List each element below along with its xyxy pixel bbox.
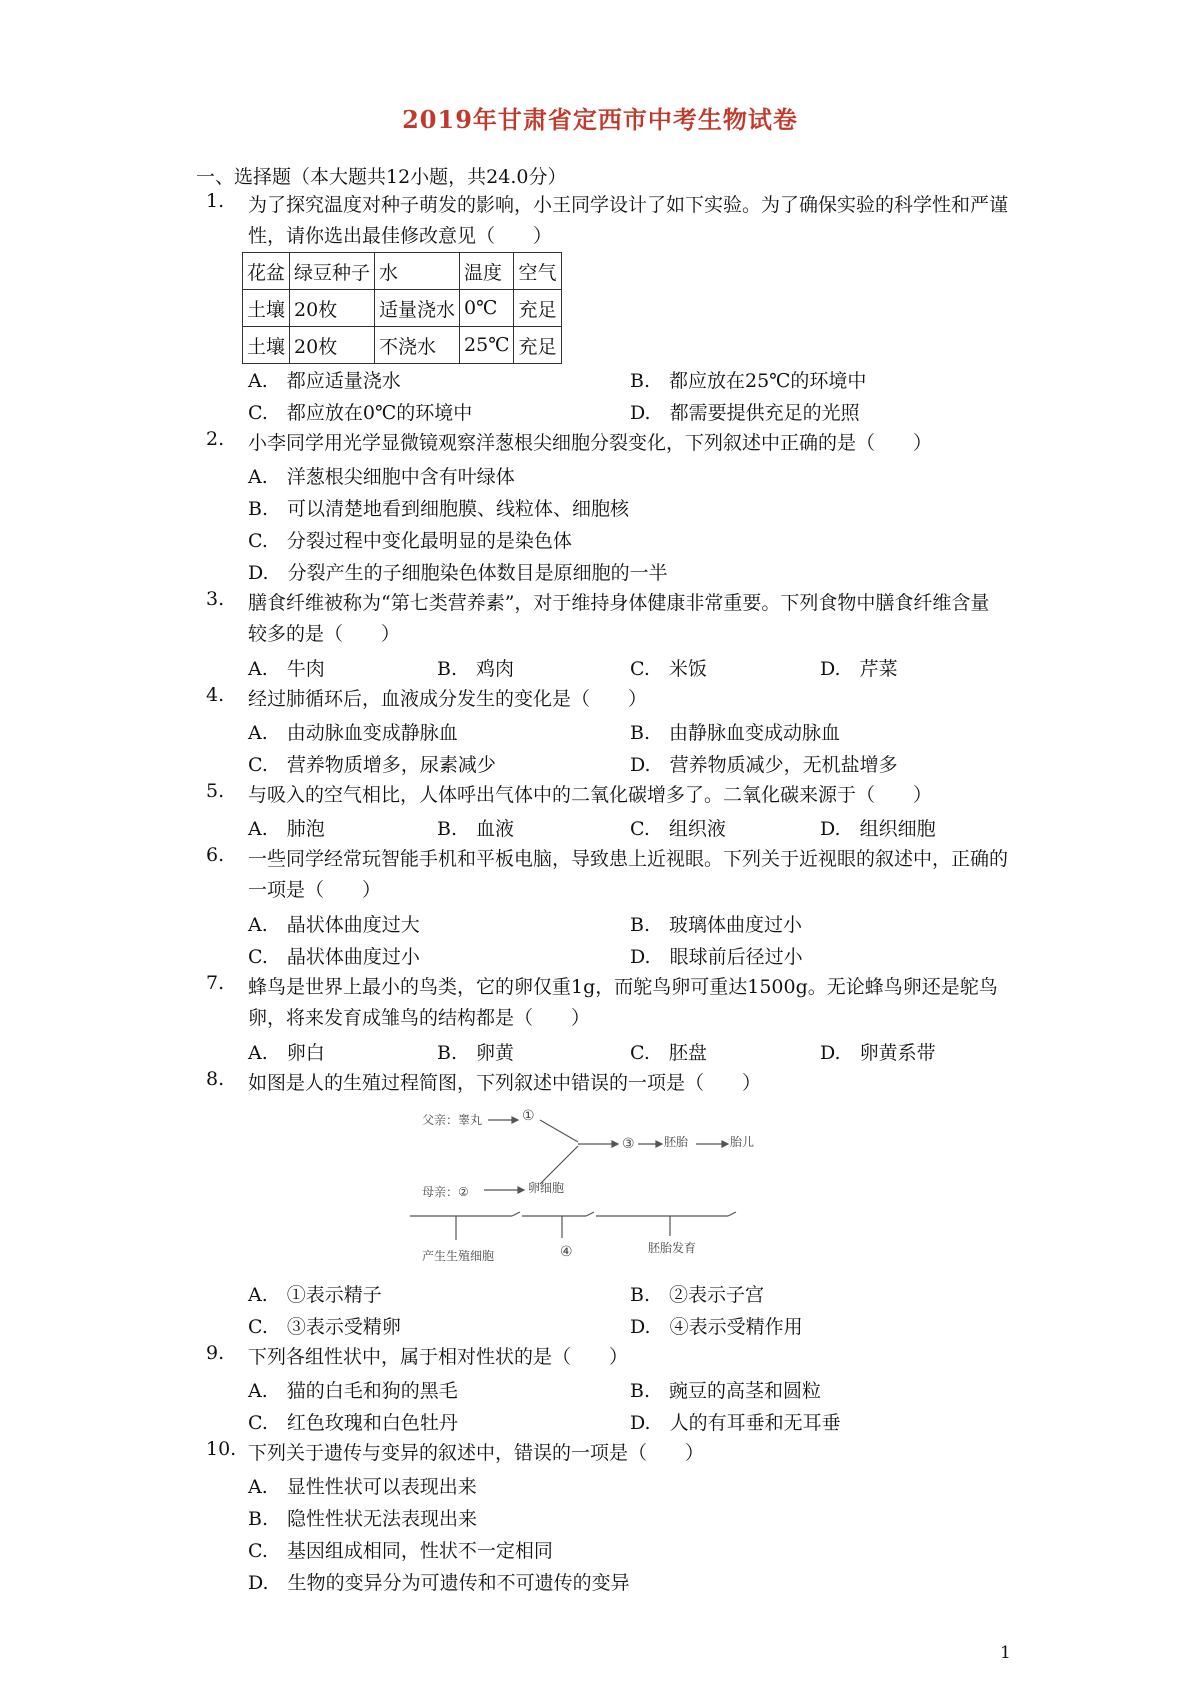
exam-title: 2019年甘肃省定西市中考生物试卷: [402, 105, 798, 134]
option-c: C. 营养物质增多，尿素减少: [248, 754, 496, 776]
option-b: B. 鸡肉: [437, 658, 515, 680]
reproduction-diagram: [400, 1092, 780, 1272]
question-number: 4.: [206, 684, 225, 706]
table-header: 空气: [514, 253, 561, 290]
question-number: 2.: [206, 428, 225, 450]
option-a: A. 卵白: [248, 1042, 325, 1064]
diagram-node-4: ④: [560, 1244, 573, 1260]
option-a: A. 都应适量浇水: [248, 370, 401, 392]
option-b: B. 隐性性状无法表现出来: [248, 1508, 478, 1530]
diagram-stage-1: 产生生殖细胞: [422, 1249, 495, 1263]
option-d: D. ④表示受精作用: [630, 1316, 803, 1338]
question-number: 9.: [206, 1342, 225, 1364]
option-b: B. 由静脉血变成动脉血: [630, 722, 841, 744]
table-cell: 充足: [514, 327, 561, 364]
option-c: C. 晶状体曲度过小: [248, 946, 420, 968]
diagram-mother-label: 母亲：②: [422, 1185, 469, 1199]
option-c: C. 分裂过程中变化最明显的是染色体: [248, 530, 572, 552]
option-c: C. 基因组成相同，性状不一定相同: [248, 1540, 553, 1562]
option-d: D. 组织细胞: [820, 818, 936, 840]
option-c: C. 米饭: [630, 658, 707, 680]
option-c: C. 胚盘: [630, 1042, 707, 1064]
table-cell: 土壤: [243, 327, 290, 364]
option-d: D. 都需要提供充足的光照: [630, 402, 860, 424]
option-d: D. 分裂产生的子细胞染色体数目是原细胞的一半: [248, 562, 668, 584]
table-header-row: [243, 253, 562, 290]
option-b: B. ②表示子宫: [630, 1284, 765, 1306]
question-text: 经过肺循环后，血液成分发生的变化是（ ）: [248, 688, 648, 710]
table-cell: 不浇水: [375, 327, 460, 364]
option-c: C. ③表示受精卵: [248, 1316, 401, 1338]
question-text: 下列各组性状中，属于相对性状的是（ ）: [248, 1346, 629, 1368]
question-text: 膳食纤维被称为“第七类营养素”，对于维持身体健康非常重要。下列食物中膳食纤维含量较多的是（ ）: [248, 592, 990, 645]
question-number: 5.: [206, 780, 225, 802]
diagram-fetus-label: 胎儿: [730, 1135, 755, 1149]
question-text: 为了探究温度对种子萌发的影响，小王同学设计了如下实验。为了确保实验的科学性和严谨性，请你选出最佳修改意见（ ）: [248, 194, 1009, 247]
experiment-table: [242, 252, 562, 364]
option-a: A. 肺泡: [248, 818, 325, 840]
table-header: 温度: [460, 253, 514, 290]
diagram-stage-3: 胚胎发育: [648, 1241, 697, 1255]
option-d: D. 芹菜: [820, 658, 898, 680]
question-text: 与吸入的空气相比，人体呼出气体中的二氧化碳增多了。二氧化碳来源于（ ）: [248, 784, 933, 806]
table-cell: 25℃: [460, 327, 514, 364]
table-cell: 20枚: [290, 327, 375, 364]
diagram-node-1: ①: [522, 1108, 535, 1124]
option-b: B. 卵黄: [437, 1042, 515, 1064]
table-cell: 20枚: [290, 290, 375, 327]
question-number: 6.: [206, 844, 225, 866]
option-d: D. 营养物质减少，无机盐增多: [630, 754, 898, 776]
option-d: D. 眼球前后径过小: [630, 946, 803, 968]
question-number: 8.: [206, 1068, 225, 1090]
page-number: 1: [1000, 1643, 1011, 1663]
question-text: 一些同学经常玩智能手机和平板电脑，导致患上近视眼。下列关于近视眼的叙述中，正确的一项是（ ）: [248, 848, 1009, 901]
option-a: A. 牛肉: [248, 658, 325, 680]
option-d: D. 人的有耳垂和无耳垂: [630, 1412, 841, 1434]
section-heading: 一、选择题（本大题共12小题，共24.0分）: [196, 166, 567, 188]
option-a: A. 显性性状可以表现出来: [248, 1476, 477, 1498]
table-cell: 充足: [514, 290, 561, 327]
question-text: 如图是人的生殖过程简图，下列叙述中错误的一项是（ ）: [248, 1072, 762, 1094]
option-a: A. 由动脉血变成静脉血: [248, 722, 458, 744]
diagram-node-3: ③: [622, 1136, 635, 1152]
table-row: [243, 327, 562, 364]
table-header: 绿豆种子: [290, 253, 375, 290]
option-b: B. 血液: [437, 818, 515, 840]
question-text: 小李同学用光学显微镜观察洋葱根尖细胞分裂变化，下列叙述中正确的是（ ）: [248, 432, 933, 454]
question-number: 1.: [206, 190, 225, 212]
option-b: B. 豌豆的高茎和圆粒: [630, 1380, 822, 1402]
table-header: 水: [375, 253, 460, 290]
question-number: 10.: [206, 1438, 237, 1460]
option-d: D. 生物的变异分为可遗传和不可遗传的变异: [248, 1572, 630, 1594]
diagram-father-label: 父亲：睾丸: [422, 1113, 483, 1127]
diagram-egg-label: 卵细胞: [528, 1181, 565, 1195]
table-cell: 土壤: [243, 290, 290, 327]
option-d: D. 卵黄系带: [820, 1042, 936, 1064]
table-cell: 0℃: [460, 290, 514, 327]
option-a: A. ①表示精子: [248, 1284, 382, 1306]
diagram-embryo-label: 胚胎: [664, 1135, 689, 1149]
question-text: 下列关于遗传与变异的叙述中，错误的一项是（ ）: [248, 1442, 705, 1464]
option-c: C. 都应放在0℃的环境中: [248, 402, 473, 424]
question-number: 7.: [206, 972, 225, 994]
option-b: B. 玻璃体曲度过小: [630, 914, 803, 936]
option-b: B. 都应放在25℃的环境中: [630, 370, 867, 392]
option-b: B. 可以清楚地看到细胞膜、线粒体、细胞核: [248, 498, 630, 520]
option-a: A. 洋葱根尖细胞中含有叶绿体: [248, 466, 515, 488]
table-header: 花盆: [243, 253, 290, 290]
option-c: C. 红色玫瑰和白色牡丹: [248, 1412, 458, 1434]
question-number: 3.: [206, 588, 225, 610]
question-text: 蜂鸟是世界上最小的鸟类，它的卵仅重1g，而鸵鸟卵可重达1500g。无论蜂鸟卵还是鸵鸟卵，将来发育成雏鸟的结构都是（ ）: [248, 976, 998, 1029]
option-a: A. 晶状体曲度过大: [248, 914, 420, 936]
option-c: C. 组织液: [630, 818, 726, 840]
option-a: A. 猫的白毛和狗的黑毛: [248, 1380, 458, 1402]
table-row: [243, 290, 562, 327]
table-cell: 适量浇水: [375, 290, 460, 327]
